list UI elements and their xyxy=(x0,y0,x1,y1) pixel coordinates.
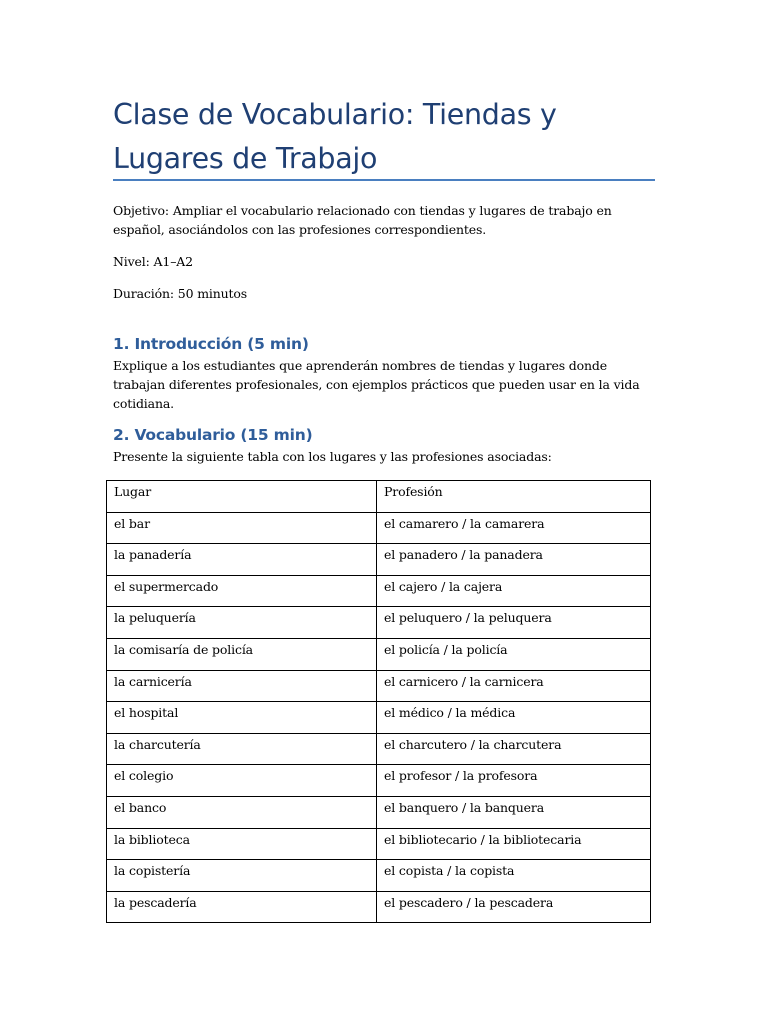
cell-profesion: el profesor / la profesora xyxy=(377,765,651,797)
section-body-introduction: Explique a los estudiantes que aprenderán nombres de tiendas y lugares donde trabajan diferentes profesionales, con ejemplos prácticos que pueden usar en la vida cotidiana. xyxy=(113,358,640,411)
cell-lugar: la charcutería xyxy=(107,733,377,765)
title-underline xyxy=(113,179,655,181)
cell-profesion: el peluquero / la peluquera xyxy=(377,607,651,639)
table-header-row xyxy=(107,481,651,513)
cell-profesion: el copista / la copista xyxy=(377,860,651,892)
duration-text: Duración: 50 minutos xyxy=(113,286,248,301)
cell-profesion: el camarero / la camarera xyxy=(377,512,651,544)
section-heading-vocabulary: 2. Vocabulario (15 min) xyxy=(113,426,313,444)
cell-lugar: el bar xyxy=(107,512,377,544)
table-row xyxy=(107,670,651,702)
document-title: Clase de Vocabulario: Tiendas y Lugares de Trabajo xyxy=(113,98,557,175)
header-profesion: Profesión xyxy=(377,481,651,513)
section-heading-introduction: 1. Introducción (5 min) xyxy=(113,335,309,353)
cell-profesion: el médico / la médica xyxy=(377,702,651,734)
cell-profesion: el cajero / la cajera xyxy=(377,575,651,607)
table-row xyxy=(107,607,651,639)
cell-lugar: el supermercado xyxy=(107,575,377,607)
level-text: Nivel: A1–A2 xyxy=(113,254,193,269)
cell-lugar: la pescadería xyxy=(107,891,377,923)
section-body-vocabulary: Presente la siguiente tabla con los lugares y las profesiones asociadas: xyxy=(113,449,552,464)
table-row xyxy=(107,891,651,923)
table-row xyxy=(107,702,651,734)
cell-lugar: el colegio xyxy=(107,765,377,797)
cell-profesion: el pescadero / la pescadera xyxy=(377,891,651,923)
cell-profesion: el banquero / la banquera xyxy=(377,796,651,828)
header-lugar: Lugar xyxy=(107,481,377,513)
cell-lugar: el hospital xyxy=(107,702,377,734)
table-row xyxy=(107,733,651,765)
cell-lugar: la copistería xyxy=(107,860,377,892)
cell-lugar: la biblioteca xyxy=(107,828,377,860)
cell-profesion: el panadero / la panadera xyxy=(377,544,651,576)
table-row xyxy=(107,860,651,892)
cell-profesion: el policía / la policía xyxy=(377,638,651,670)
cell-lugar: la carnicería xyxy=(107,670,377,702)
cell-lugar: la panadería xyxy=(107,544,377,576)
vocabulary-table xyxy=(106,480,651,923)
table-row xyxy=(107,512,651,544)
objective-text: Objetivo: Ampliar el vocabulario relacionado con tiendas y lugares de trabajo en español, asociándolos con las profesiones correspondientes. xyxy=(113,203,612,237)
cell-lugar: el banco xyxy=(107,796,377,828)
table-row xyxy=(107,638,651,670)
cell-profesion: el carnicero / la carnicera xyxy=(377,670,651,702)
cell-profesion: el bibliotecario / la bibliotecaria xyxy=(377,828,651,860)
table-row xyxy=(107,575,651,607)
table-row xyxy=(107,765,651,797)
cell-profesion: el charcutero / la charcutera xyxy=(377,733,651,765)
table-row xyxy=(107,544,651,576)
cell-lugar: la comisaría de policía xyxy=(107,638,377,670)
cell-lugar: la peluquería xyxy=(107,607,377,639)
table-row xyxy=(107,796,651,828)
table-row xyxy=(107,828,651,860)
